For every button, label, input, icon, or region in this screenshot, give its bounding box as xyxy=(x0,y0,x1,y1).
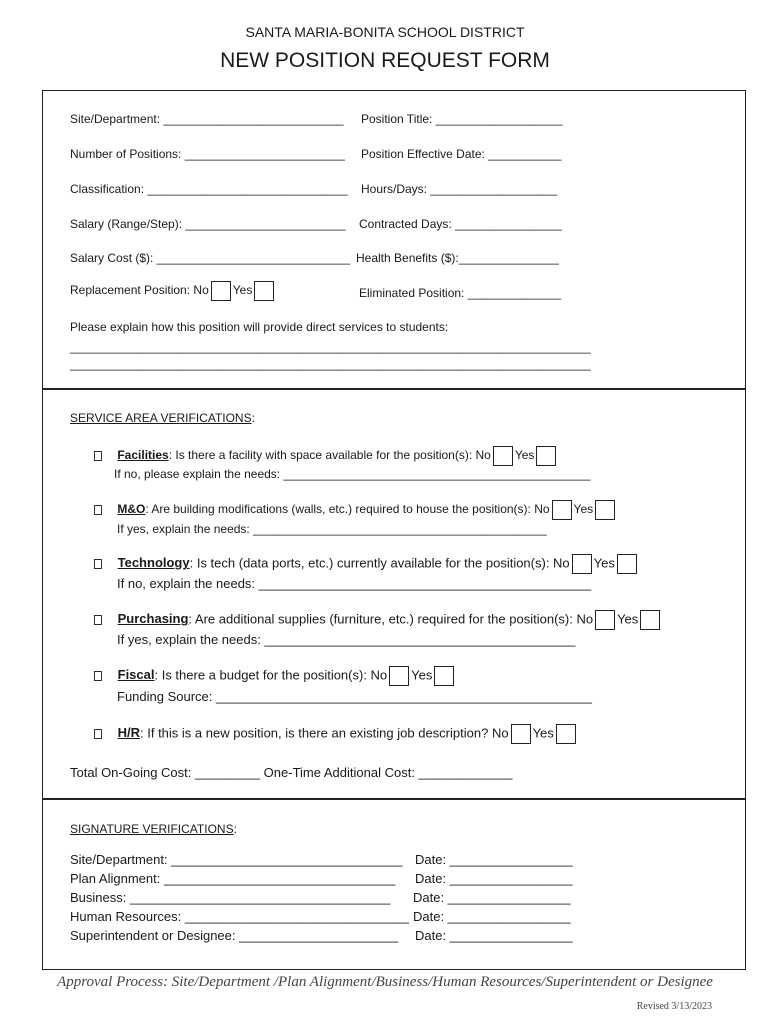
mo-row xyxy=(94,500,617,520)
purchasing-yes-label: Yes xyxy=(617,611,639,627)
technology-explain-field[interactable]: If no, explain the needs: ______________________________________________ xyxy=(117,576,592,591)
facilities-yes-checkbox[interactable] xyxy=(536,446,556,466)
hr-label: H/R xyxy=(117,725,141,741)
health-benefits-field[interactable]: Health Benefits ($):_______________ xyxy=(356,251,559,265)
classification-field[interactable]: Classification: ______________________________ xyxy=(70,182,348,196)
facilities-no-checkbox[interactable] xyxy=(493,446,513,466)
hr-no-checkbox[interactable] xyxy=(511,724,531,744)
approval-process: Approval Process: Site/Department /Plan Alignment/Business/Human Resources/Superintendent or Designee xyxy=(57,974,713,990)
checkbox-bullet-icon xyxy=(94,451,102,461)
number-of-positions-field[interactable]: Number of Positions: ________________________ xyxy=(70,147,345,161)
mo-question: : Are building modifications (walls, etc.) required to house the position(s): xyxy=(145,502,535,517)
purchasing-question: : Are additional supplies (furniture, etc.) required for the position(s): xyxy=(188,611,577,627)
facilities-row xyxy=(94,446,558,466)
mo-label: M&O xyxy=(117,502,146,517)
checkbox-bullet-icon xyxy=(94,671,102,681)
fiscal-yes-label: Yes xyxy=(411,667,433,683)
fiscal-yes-checkbox[interactable] xyxy=(434,666,454,686)
hr-yes-checkbox[interactable] xyxy=(556,724,576,744)
checkbox-bullet-icon xyxy=(94,505,102,515)
fiscal-row xyxy=(94,666,456,686)
facilities-question: : Is there a facility with space available for the position(s): xyxy=(168,448,476,463)
sig-site-department[interactable]: Site/Department: ________________________________ xyxy=(70,852,403,867)
service-area-heading xyxy=(70,411,255,425)
fiscal-no-checkbox[interactable] xyxy=(389,666,409,686)
purchasing-row xyxy=(94,610,662,630)
mo-no-checkbox[interactable] xyxy=(552,500,572,520)
site-department-field[interactable]: Site/Department: ___________________________ xyxy=(70,112,344,126)
sig-plan-alignment[interactable]: Plan Alignment: ________________________________ xyxy=(70,871,396,886)
checkbox-bullet-icon xyxy=(94,729,102,739)
signature-heading-colon: : xyxy=(233,822,237,836)
mo-no-label: No xyxy=(534,502,550,517)
signature-heading xyxy=(70,822,237,836)
form-title: NEW POSITION REQUEST FORM xyxy=(220,49,550,72)
salary-cost-field[interactable]: Salary Cost ($): _____________________________ xyxy=(70,251,351,265)
purchasing-explain-field[interactable]: If yes, explain the needs: ___________________________________________ xyxy=(117,632,576,647)
facilities-no-label: No xyxy=(475,448,491,463)
mo-yes-label: Yes xyxy=(573,502,594,517)
fiscal-no-label: No xyxy=(370,667,388,683)
service-heading-colon: : xyxy=(251,411,255,425)
purchasing-no-checkbox[interactable] xyxy=(595,610,615,630)
funding-source-field[interactable]: Funding Source: ____________________________________________________ xyxy=(117,689,592,704)
service-area-heading-text: SERVICE AREA VERIFICATIONS xyxy=(70,411,252,425)
technology-row xyxy=(94,554,639,574)
sig-hr-date[interactable]: Date: _________________ xyxy=(413,909,571,924)
sig-superintendent-date[interactable]: Date: _________________ xyxy=(415,928,573,943)
mo-yes-checkbox[interactable] xyxy=(595,500,615,520)
hr-no-label: No xyxy=(491,725,509,741)
revised-date: Revised 3/13/2023 xyxy=(636,1001,712,1012)
replacement-position-row xyxy=(70,281,276,301)
explain-line-2[interactable]: ______________________________________________________________________________ xyxy=(70,357,591,371)
purchasing-no-label: No xyxy=(576,611,594,627)
sig-superintendent[interactable]: Superintendent or Designee: ______________________ xyxy=(70,928,399,943)
hr-row xyxy=(94,724,578,744)
facilities-label: Facilities xyxy=(117,448,169,463)
fiscal-question: : Is there a budget for the position(s): xyxy=(154,667,371,683)
sig-business-date[interactable]: Date: _________________ xyxy=(413,890,571,905)
technology-label: Technology xyxy=(117,555,190,571)
replacement-no-checkbox[interactable] xyxy=(211,281,231,301)
hr-yes-label: Yes xyxy=(532,725,554,741)
signature-heading-text: SIGNATURE VERIFICATIONS xyxy=(70,822,234,836)
salary-range-field[interactable]: Salary (Range/Step): ________________________ xyxy=(70,217,346,231)
district-name: SANTA MARIA-BONITA SCHOOL DISTRICT xyxy=(245,24,525,40)
checkbox-bullet-icon xyxy=(94,615,102,625)
technology-no-label: No xyxy=(553,555,570,571)
technology-yes-checkbox[interactable] xyxy=(617,554,637,574)
contracted-days-field[interactable]: Contracted Days: ________________ xyxy=(359,217,562,231)
purchasing-label: Purchasing xyxy=(117,611,189,627)
technology-yes-label: Yes xyxy=(593,555,615,571)
sig-business[interactable]: Business: ____________________________________ xyxy=(70,890,391,905)
sig-plan-date[interactable]: Date: _________________ xyxy=(415,871,573,886)
position-title-field[interactable]: Position Title: ___________________ xyxy=(361,112,563,126)
position-effective-date-field[interactable]: Position Effective Date: ___________ xyxy=(361,147,562,161)
purchasing-yes-checkbox[interactable] xyxy=(640,610,660,630)
sig-human-resources[interactable]: Human Resources: _______________________________ xyxy=(70,909,410,924)
sig-site-date[interactable]: Date: _________________ xyxy=(415,852,573,867)
fiscal-label: Fiscal xyxy=(117,667,155,683)
replacement-yes-checkbox[interactable] xyxy=(254,281,274,301)
explain-services-label: Please explain how this position will provide direct services to students: xyxy=(70,320,449,334)
technology-no-checkbox[interactable] xyxy=(572,554,592,574)
hr-question: : If this is a new position, is there an existing job description? xyxy=(140,725,492,741)
technology-question: : Is tech (data ports, etc.) currently available for the position(s): xyxy=(189,555,554,571)
replacement-label: Replacement Position: No xyxy=(70,283,209,298)
replacement-yes-label: Yes xyxy=(232,283,253,298)
explain-line-1[interactable]: ______________________________________________________________________________ xyxy=(70,340,591,354)
hours-days-field[interactable]: Hours/Days: ___________________ xyxy=(361,182,558,196)
facilities-yes-label: Yes xyxy=(514,448,535,463)
facilities-explain-field[interactable]: If no, please explain the needs: ______________________________________________ xyxy=(114,467,591,481)
eliminated-position-field[interactable]: Eliminated Position: ______________ xyxy=(359,286,562,300)
mo-explain-field[interactable]: If yes, explain the needs: ____________________________________________ xyxy=(117,522,547,536)
total-cost-field[interactable]: Total On-Going Cost: _________ One-Time Additional Cost: _____________ xyxy=(70,765,513,780)
checkbox-bullet-icon xyxy=(94,559,102,569)
